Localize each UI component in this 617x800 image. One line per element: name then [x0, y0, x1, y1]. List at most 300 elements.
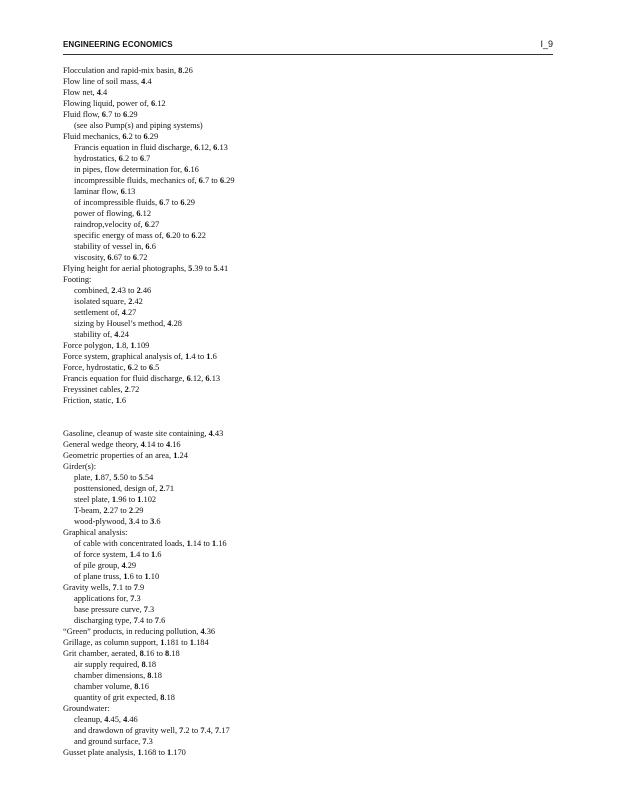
entry-text: Friction, static, — [63, 396, 116, 405]
entry-text: .4 to — [189, 352, 207, 361]
chapter-number: 6 — [132, 253, 137, 262]
running-header — [63, 38, 553, 55]
entry-text: T-beam, — [74, 506, 104, 515]
index-section-f — [63, 65, 563, 406]
entry-text: Francis equation in fluid discharge, — [74, 143, 195, 152]
entry-text: General wedge theory, — [63, 440, 141, 449]
chapter-number: 4 — [140, 440, 145, 449]
entry-text: applications for, — [74, 594, 131, 603]
index-subentry — [63, 736, 563, 747]
chapter-number: 6 — [122, 110, 128, 119]
entry-text: Grillage, as column support, — [63, 638, 161, 647]
entry-text: .12 — [155, 99, 166, 108]
index-subentry — [63, 307, 563, 318]
index-entry — [63, 98, 563, 109]
index-subentry — [63, 329, 563, 340]
entry-text: .181 to — [164, 638, 190, 647]
entry-text: .42 — [132, 297, 143, 306]
entry-text: settlement of, — [74, 308, 122, 317]
chapter-number: 7 — [133, 616, 138, 625]
chapter-number: 5 — [188, 264, 193, 273]
entry-text: .7 to — [105, 110, 123, 119]
entry-text: .45, — [108, 715, 124, 724]
chapter-number: 2 — [111, 286, 116, 295]
entry-text: Fluid mechanics, — [63, 132, 123, 141]
index-entry — [63, 637, 563, 648]
chapter-number: 2 — [159, 484, 164, 493]
entry-text: .18 — [151, 671, 162, 680]
entry-text: .27 to — [107, 506, 129, 515]
chapter-number: 6 — [150, 99, 156, 108]
entry-text: .3 — [134, 594, 141, 603]
entry-text: .109 — [134, 341, 150, 350]
chapter-number: 6 — [120, 187, 125, 196]
entry-text: .6 — [149, 242, 156, 251]
index-subentry — [63, 186, 563, 197]
chapter-number: 1 — [111, 495, 117, 504]
chapter-number: 7 — [179, 726, 184, 735]
chapter-number: 7 — [142, 737, 147, 746]
entry-text: Flying height for aerial photographs, — [63, 264, 189, 273]
index-section-g — [63, 428, 563, 758]
chapter-number: 6 — [191, 231, 196, 240]
entry-text: wood-plywood, — [74, 517, 129, 526]
entry-text: .4 — [145, 77, 152, 86]
chapter-number: 5 — [113, 473, 118, 482]
index-entry — [63, 384, 563, 395]
entry-text: .46 — [140, 286, 152, 295]
chapter-number: 6 — [184, 165, 189, 174]
index-entry — [63, 527, 563, 538]
chapter-number: 6 — [118, 154, 123, 163]
chapter-number: 4 — [200, 627, 205, 636]
chapter-number: 4 — [96, 88, 101, 97]
chapter-number: 7 — [143, 605, 148, 614]
entry-text: viscosity, — [74, 253, 108, 262]
chapter-number: 6 — [165, 231, 171, 240]
entry-text: laminar flow, — [74, 187, 121, 196]
entry-text: Freyssinet cables, — [63, 385, 125, 394]
entry-text: air supply required, — [74, 660, 142, 669]
entry-text: base pressure curve, — [74, 605, 144, 614]
index-entry — [63, 747, 563, 758]
entry-text: .50 to — [117, 473, 139, 482]
entry-text: cleanup, — [74, 715, 105, 724]
entry-text: .36 — [204, 627, 216, 636]
chapter-number: 4 — [121, 561, 126, 570]
entry-text: .3 — [147, 605, 155, 614]
entry-text: incompressible fluids, mechanics of, — [74, 176, 199, 185]
entry-text: .2 to — [131, 363, 149, 372]
entry-text: .7 — [144, 154, 151, 163]
entry-text: isolated square, — [74, 297, 129, 306]
chapter-number: 8 — [160, 693, 165, 702]
entry-text: Footing: — [63, 275, 92, 284]
entry-text: .4 to — [133, 517, 151, 526]
entry-text: .29 — [125, 561, 137, 570]
chapter-number: 4 — [104, 715, 109, 724]
index-subentry — [63, 681, 563, 692]
index-subentry — [63, 197, 563, 208]
entry-text: .4 — [100, 88, 108, 97]
entry-text: steel plate, — [74, 495, 112, 504]
book-title: ENGINEERING ECONOMICS — [63, 40, 173, 49]
index-entry — [63, 263, 563, 274]
entry-text: .7 to — [202, 176, 220, 185]
index-subentry — [63, 252, 563, 263]
entry-text: .13 — [124, 187, 136, 196]
entry-text: power of flowing, — [74, 209, 137, 218]
entry-text: .12 — [140, 209, 151, 218]
index-subentry — [63, 571, 563, 582]
index-subentry — [63, 604, 563, 615]
index-subentry — [63, 505, 563, 516]
entry-text: .6 — [154, 517, 161, 526]
entry-text: .9 — [137, 583, 145, 592]
chapter-number: 8 — [147, 671, 152, 680]
entry-text: .168 to — [141, 748, 167, 757]
entry-text: .72 — [128, 385, 140, 394]
chapter-number: 6 — [101, 110, 106, 119]
index-entry — [63, 131, 563, 142]
chapter-number: 1 — [189, 638, 194, 647]
entry-text: specific energy of mass of, — [74, 231, 166, 240]
chapter-number: 6 — [205, 374, 210, 383]
index-entry — [63, 65, 563, 76]
entry-text: Geometric properties of an area, — [63, 451, 174, 460]
chapter-number: 1 — [123, 572, 128, 581]
entry-text: .2 to — [126, 132, 144, 141]
chapter-number: 1 — [173, 451, 178, 460]
chapter-number: 2 — [136, 286, 141, 295]
entry-text: .16 — [216, 539, 227, 548]
index-entry — [63, 461, 563, 472]
entry-text: .6 — [155, 550, 162, 559]
entry-text: .6 — [210, 352, 217, 361]
entry-text: of force system, — [74, 550, 130, 559]
index-entry — [63, 428, 563, 439]
index-subentry — [63, 538, 563, 549]
index-subentry — [63, 615, 563, 626]
index-subentry — [63, 472, 563, 483]
index-subentry — [63, 120, 563, 131]
chapter-number: 6 — [194, 143, 199, 152]
chapter-number: 7 — [200, 726, 205, 735]
chapter-number: 3 — [150, 517, 155, 526]
entry-text: .67 to — [111, 253, 133, 262]
chapter-number: 6 — [213, 143, 218, 152]
index-entry — [63, 76, 563, 87]
index-subentry — [63, 164, 563, 175]
entry-text: Fluid flow, — [63, 110, 102, 119]
entry-text: Force polygon, — [63, 341, 116, 350]
chapter-number: 7 — [130, 594, 135, 603]
entry-text: .6 — [119, 396, 127, 405]
index-subentry — [63, 560, 563, 571]
chapter-number: 6 — [145, 242, 150, 251]
entry-text: .43 — [212, 429, 224, 438]
chapter-number: 1 — [137, 495, 142, 504]
index-subentry — [63, 142, 563, 153]
entry-text: .4 to — [134, 550, 151, 559]
chapter-number: 3 — [128, 517, 134, 526]
entry-text: .29 — [184, 198, 195, 207]
index-subentry — [63, 714, 563, 725]
entry-text: .43 to — [115, 286, 137, 295]
entry-text: Graphical analysis: — [63, 528, 128, 537]
chapter-number: 6 — [144, 220, 149, 229]
chapter-number: 2 — [128, 297, 133, 306]
entry-text: .87, — [98, 473, 114, 482]
entry-text: .29 — [224, 176, 235, 185]
entry-text: Girder(s): — [63, 462, 97, 471]
entry-text: .29 — [147, 132, 159, 141]
index-subentry — [63, 483, 563, 494]
chapter-number: 7 — [154, 616, 159, 625]
entry-text: .16 to — [143, 649, 165, 658]
entry-text: .46 — [127, 715, 138, 724]
chapter-number: 1 — [144, 572, 149, 581]
chapter-number: 2 — [128, 506, 134, 515]
entry-text: .102 — [141, 495, 157, 504]
entry-text: chamber dimensions, — [74, 671, 148, 680]
index-subentry — [63, 593, 563, 604]
entry-text: Gravity wells, — [63, 583, 113, 592]
entry-text: .71 — [163, 484, 175, 493]
entry-text: “Green” products, in reducing pollution, — [63, 627, 201, 636]
chapter-number: 1 — [186, 539, 191, 548]
index-subentry — [63, 692, 563, 703]
index-entry — [63, 703, 563, 714]
chapter-number: 8 — [141, 660, 146, 669]
entry-text: .54 — [142, 473, 154, 482]
index-entry — [63, 648, 563, 659]
entry-text: .18 — [164, 693, 175, 702]
entry-text: posttensioned, design of, — [74, 484, 160, 493]
entry-text: .6 — [158, 616, 166, 625]
entry-text: .28 — [171, 319, 182, 328]
entry-text: .14 to — [190, 539, 212, 548]
entry-text: sizing by Housel’s method, — [74, 319, 168, 328]
index-subentry — [63, 494, 563, 505]
chapter-number: 1 — [115, 341, 120, 350]
entry-text: .20 to — [170, 231, 192, 240]
entry-text: .2 to — [122, 154, 140, 163]
index-subentry — [63, 725, 563, 736]
chapter-number: 5 — [138, 473, 143, 482]
entry-text: .39 to — [192, 264, 214, 273]
chapter-number: 6 — [159, 198, 164, 207]
entry-text: .16 — [170, 440, 181, 449]
entry-text: stability of vessel in, — [74, 242, 146, 251]
entry-text: stability of, — [74, 330, 115, 339]
chapter-number: 6 — [180, 198, 185, 207]
chapter-number: 6 — [198, 176, 203, 185]
index-subentry — [63, 241, 563, 252]
entry-text: .7 to — [163, 198, 181, 207]
entry-text: .170 — [171, 748, 186, 757]
entry-text: .22 — [195, 231, 206, 240]
chapter-number: 7 — [112, 583, 117, 592]
index-entry — [63, 582, 563, 593]
entry-text: .12, — [198, 143, 214, 152]
index-subentry — [63, 285, 563, 296]
entry-text: .26 — [182, 66, 193, 75]
entry-text: Gasoline, cleanup of waste site containing, — [63, 429, 209, 438]
chapter-number: 2 — [124, 385, 129, 394]
chapter-number: 1 — [129, 550, 135, 559]
entry-text: raindrop,velocity of, — [74, 220, 145, 229]
index-entry — [63, 450, 563, 461]
chapter-number: 6 — [143, 132, 148, 141]
entry-text: .4 to — [137, 616, 155, 625]
page-number: I_9 — [540, 39, 553, 49]
entry-text: .96 to — [116, 495, 138, 504]
entry-text: and ground surface, — [74, 737, 143, 746]
chapter-number: 4 — [123, 715, 128, 724]
entry-text: .13 — [209, 374, 221, 383]
entry-text: Gusset plate analysis, — [63, 748, 138, 757]
entry-text: discharging type, — [74, 616, 134, 625]
entry-text: .72 — [136, 253, 148, 262]
index-subentry — [63, 670, 563, 681]
entry-text: quantity of grit expected, — [74, 693, 161, 702]
entry-text: Force, hydrostatic, — [63, 363, 128, 372]
chapter-number: 6 — [136, 209, 141, 218]
entry-text: of incompressible fluids, — [74, 198, 160, 207]
chapter-number: 1 — [137, 748, 142, 757]
entry-text: hydrostatics, — [74, 154, 119, 163]
index-entry — [63, 362, 563, 373]
index-entry — [63, 395, 563, 406]
entry-text: .24 — [118, 330, 129, 339]
index-entry — [63, 626, 563, 637]
entry-text: of pile group, — [74, 561, 122, 570]
chapter-number: 1 — [130, 341, 135, 350]
index-entry — [63, 373, 563, 384]
chapter-number: 6 — [186, 374, 191, 383]
chapter-number: 5 — [213, 264, 218, 273]
index-entry — [63, 109, 563, 120]
entry-text: .16 — [138, 682, 149, 691]
chapter-number: 4 — [141, 77, 146, 86]
chapter-number: 6 — [122, 132, 127, 141]
entry-text: .17 — [219, 726, 230, 735]
chapter-number: 4 — [114, 330, 119, 339]
index-subentry — [63, 296, 563, 307]
chapter-number: 1 — [166, 748, 172, 757]
entry-text: .8, — [120, 341, 131, 350]
chapter-number: 6 — [139, 154, 145, 163]
index-subentry — [63, 230, 563, 241]
entry-text: Francis equation for fluid discharge, — [63, 374, 187, 383]
entry-text: Flow net, — [63, 88, 97, 97]
chapter-number: 1 — [160, 638, 165, 647]
index-subentry — [63, 516, 563, 527]
index-subentry — [63, 659, 563, 670]
index-subentry — [63, 153, 563, 164]
index-entry — [63, 439, 563, 450]
entry-text: and drawdown of gravity well, — [74, 726, 180, 735]
index-entry — [63, 87, 563, 98]
index-subentry — [63, 318, 563, 329]
chapter-number: 6 — [107, 253, 112, 262]
entry-text: .184 — [193, 638, 209, 647]
entry-text: .14 to — [144, 440, 166, 449]
entry-text: .4, — [204, 726, 215, 735]
chapter-number: 4 — [167, 319, 172, 328]
entry-text: (see also Pump(s) and piping systems) — [74, 121, 203, 130]
entry-text: of plane truss, — [74, 572, 124, 581]
chapter-number: 4 — [165, 440, 171, 449]
index-subentry — [63, 175, 563, 186]
chapter-number: 8 — [134, 682, 139, 691]
entry-text: .18 — [145, 660, 157, 669]
entry-text: .3 — [146, 737, 153, 746]
chapter-number: 6 — [148, 363, 154, 372]
entry-text: Force system, graphical analysis of, — [63, 352, 186, 361]
entry-text: .16 — [188, 165, 199, 174]
entry-text: Groundwater: — [63, 704, 110, 713]
chapter-number: 1 — [206, 352, 211, 361]
entry-text: .29 — [127, 110, 138, 119]
entry-text: combined, — [74, 286, 112, 295]
entry-text: .27 — [148, 220, 160, 229]
entry-text: plate, — [74, 473, 95, 482]
entry-text: .27 — [125, 308, 137, 317]
entry-text: .18 — [169, 649, 180, 658]
index-entry — [63, 351, 563, 362]
entry-text: of cable with concentrated loads, — [74, 539, 187, 548]
entry-text: chamber volume, — [74, 682, 135, 691]
chapter-number: 1 — [185, 352, 190, 361]
index-subentry — [63, 549, 563, 560]
chapter-number: 1 — [151, 550, 156, 559]
chapter-number: 8 — [139, 649, 144, 658]
chapter-number: 1 — [115, 396, 120, 405]
entry-text: .5 — [153, 363, 160, 372]
entry-text: .1 to — [116, 583, 134, 592]
entry-text: Flocculation and rapid-mix basin, — [63, 66, 179, 75]
chapter-number: 2 — [103, 506, 108, 515]
entry-text: .24 — [177, 451, 188, 460]
chapter-number: 1 — [94, 473, 99, 482]
entry-text: Flowing liquid, power of, — [63, 99, 151, 108]
index-entry — [63, 340, 563, 351]
entry-text: .6 to — [127, 572, 145, 581]
chapter-number: 1 — [211, 539, 217, 548]
entry-text: in pipes, flow determination for, — [74, 165, 185, 174]
chapter-number: 4 — [121, 308, 126, 317]
index-entry — [63, 274, 563, 285]
entry-text: .10 — [148, 572, 160, 581]
entry-text: .2 to — [183, 726, 201, 735]
entry-text: Grit chamber, aerated, — [63, 649, 140, 658]
index-subentry — [63, 219, 563, 230]
entry-text: .12, — [190, 374, 206, 383]
chapter-number: 7 — [214, 726, 220, 735]
chapter-number: 6 — [219, 176, 225, 185]
entry-text: Flow line of soil mass, — [63, 77, 142, 86]
index-subentry — [63, 208, 563, 219]
chapter-number: 8 — [178, 66, 183, 75]
chapter-number: 7 — [133, 583, 138, 592]
chapter-number: 4 — [208, 429, 213, 438]
entry-text: .41 — [217, 264, 229, 273]
entry-text: .29 — [133, 506, 144, 515]
entry-text: .13 — [217, 143, 228, 152]
chapter-number: 6 — [127, 363, 132, 372]
